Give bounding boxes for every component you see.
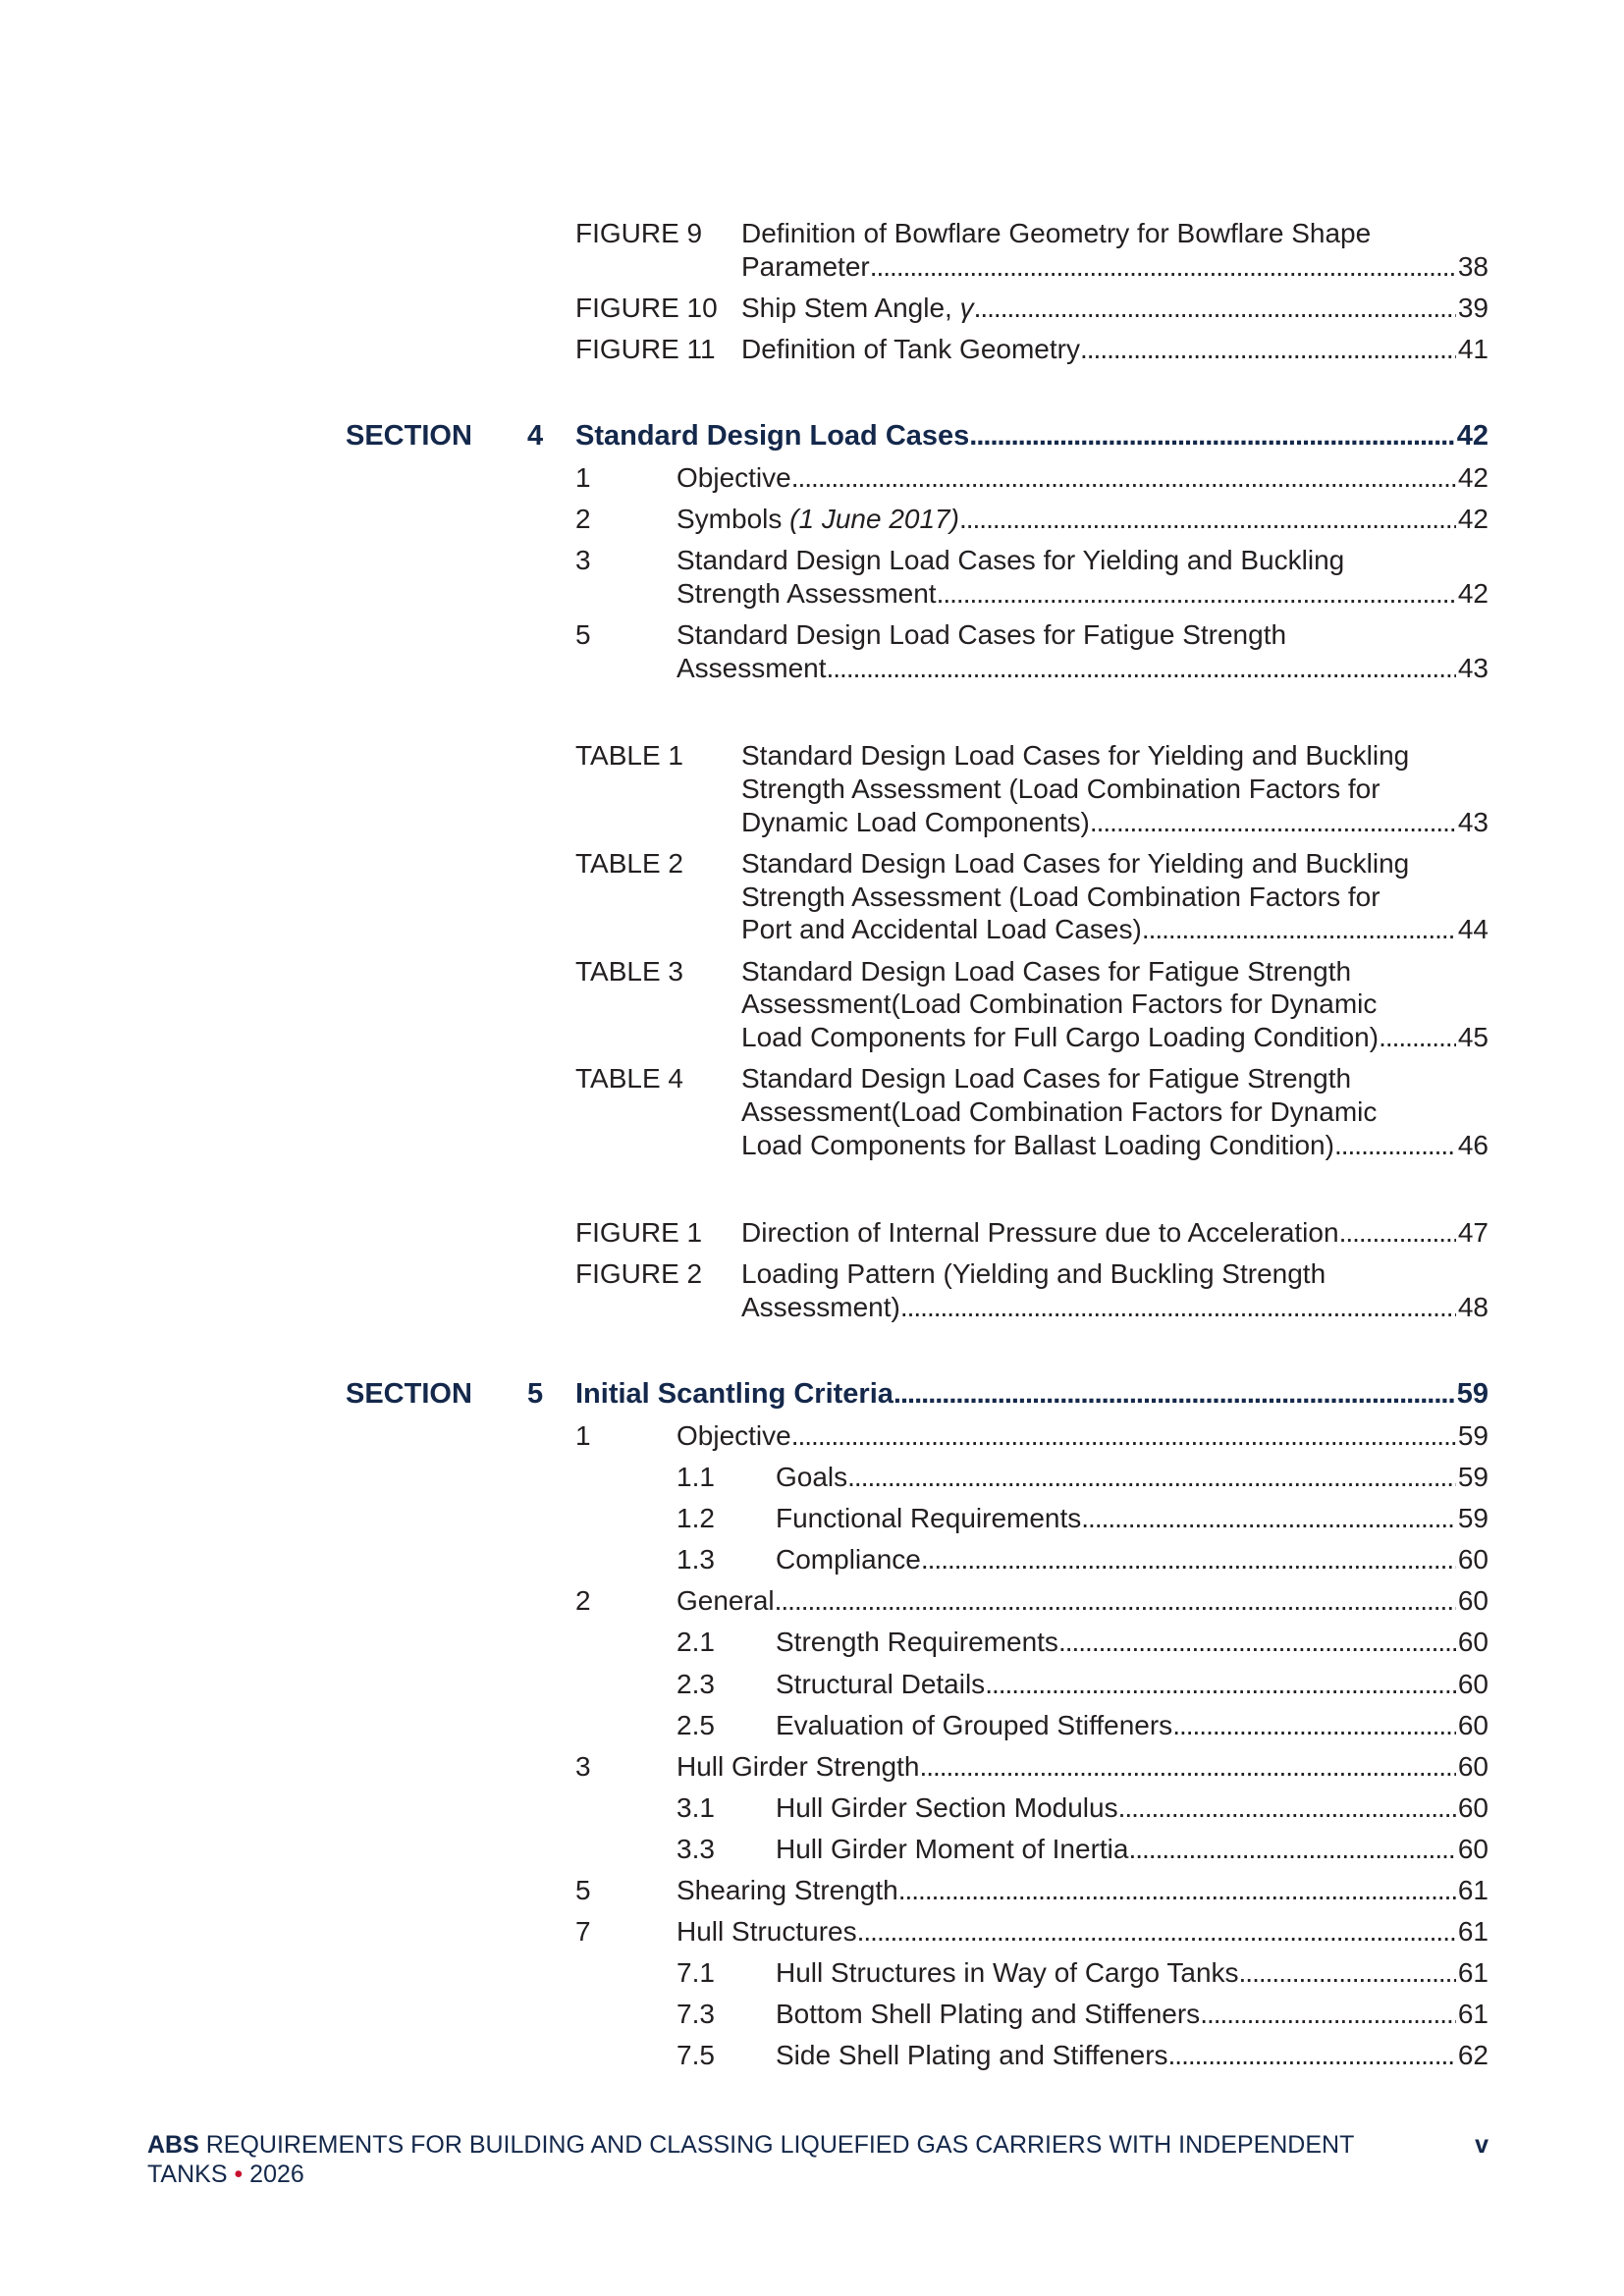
section-number: 4 xyxy=(527,420,544,453)
entry-title: Hull Structures in Way of Cargo Tanks xyxy=(776,1957,1239,1989)
page-number: 60 xyxy=(1457,1585,1489,1617)
entry-title: Objective xyxy=(677,1419,791,1451)
entry-number: 7.1 xyxy=(677,1957,715,1989)
page-number: 43 xyxy=(1457,806,1489,837)
entry-label: FIGURE 9 xyxy=(575,218,703,248)
toc-entry-s5-1[interactable] xyxy=(0,1419,1489,1453)
footer-page-number: v xyxy=(1475,2131,1489,2159)
toc-entry-s5-2-1[interactable] xyxy=(0,1626,1489,1659)
entry-number: 1.2 xyxy=(677,1503,715,1534)
page-number: 45 xyxy=(1457,1022,1489,1053)
page-number: 42 xyxy=(1457,462,1489,494)
page-number: 60 xyxy=(1457,1627,1489,1658)
entry-number: 2.5 xyxy=(677,1709,715,1740)
page-number: 59 xyxy=(1456,1377,1489,1410)
entry-title: Direction of Internal Pressure due to Acceleration xyxy=(741,1216,1339,1248)
entry-number: 5 xyxy=(575,1875,591,1905)
dot-leader xyxy=(1058,1626,1456,1659)
entry-number: 3.1 xyxy=(677,1791,715,1823)
page-number: 60 xyxy=(1457,1791,1489,1823)
entry-label: FIGURE 2 xyxy=(575,1257,703,1289)
section-number: 5 xyxy=(527,1377,544,1410)
dot-leader xyxy=(791,1419,1456,1453)
entry-title xyxy=(677,503,959,536)
page-number: 61 xyxy=(1457,1957,1489,1989)
section-title: Initial Scantling Criteria xyxy=(575,1377,893,1410)
toc-entry-s4-1[interactable] xyxy=(0,461,1489,495)
toc-entry-table-1[interactable] xyxy=(0,739,1489,838)
entry-title-line: Assessment xyxy=(677,653,827,684)
entry-title-line: Parameter xyxy=(741,250,870,282)
entry-title-text: Ship Stem Angle, xyxy=(741,292,960,323)
entry-label: FIGURE 11 xyxy=(575,333,716,364)
dot-leader xyxy=(870,250,1456,284)
entry-label: TABLE 2 xyxy=(575,847,683,879)
dot-leader xyxy=(1200,1998,1456,2031)
dot-leader xyxy=(857,1915,1456,1949)
entry-title-italic: γ xyxy=(959,292,974,323)
dot-leader xyxy=(959,503,1456,536)
entry-title-line: Standard Design Load Cases for Yielding and Buckling xyxy=(741,740,1410,772)
dot-leader xyxy=(898,1874,1456,1907)
entry-title: Functional Requirements xyxy=(776,1503,1082,1534)
toc-entry-figure-1[interactable] xyxy=(0,1216,1489,1250)
section-label: SECTION xyxy=(346,420,472,453)
toc-entry-figure-11[interactable] xyxy=(0,333,1489,366)
dot-leader xyxy=(1172,1709,1456,1742)
entry-number: 3.3 xyxy=(677,1833,715,1864)
entry-number: 2.1 xyxy=(677,1627,715,1658)
section-title: Standard Design Load Cases xyxy=(575,420,970,453)
entry-title-line: Load Components for Full Cargo Loading Condition) xyxy=(741,1022,1380,1053)
entry-title: Definition of Tank Geometry xyxy=(741,333,1080,364)
entry-title: General xyxy=(677,1585,775,1617)
page-number: 42 xyxy=(1457,578,1489,610)
toc-entry-s5-2-5[interactable] xyxy=(0,1709,1489,1742)
entry-number: 7.5 xyxy=(677,2040,715,2071)
toc-entry-s5-7-1[interactable] xyxy=(0,1956,1489,1990)
entry-label: FIGURE 10 xyxy=(575,292,718,323)
entry-number: 1 xyxy=(575,1419,591,1451)
page-number: 39 xyxy=(1457,292,1489,323)
entry-title-line: Standard Design Load Cases for Fatigue Strength xyxy=(741,955,1352,987)
entry-title: Bottom Shell Plating and Stiffeners xyxy=(776,1999,1201,2030)
footer-document-title: REQUIREMENTS FOR BUILDING AND CLASSING LIQUEFIED GAS CARRIERS WITH INDEPENDENT TANKS xyxy=(147,2131,1354,2188)
dot-leader xyxy=(900,1291,1456,1324)
entry-number: 7.3 xyxy=(677,1999,715,2030)
entry-title-line: Strength Assessment xyxy=(677,578,937,610)
page-footer xyxy=(147,2130,1394,2189)
footer-brand: ABS xyxy=(147,2131,199,2159)
toc-entry-s5-1-2[interactable] xyxy=(0,1502,1489,1535)
dot-leader xyxy=(1339,1216,1456,1250)
entry-number: 1 xyxy=(575,462,591,494)
entry-title-line: Definition of Bowflare Geometry for Bowflare Shape xyxy=(741,218,1372,248)
entry-title-line: Dynamic Load Components) xyxy=(741,806,1090,837)
dot-leader xyxy=(1118,1791,1456,1825)
entry-title xyxy=(741,292,974,325)
entry-title: Structural Details xyxy=(776,1668,986,1699)
page-number: 60 xyxy=(1457,1750,1489,1782)
dot-leader xyxy=(1142,913,1456,946)
toc-entry-table-2[interactable] xyxy=(0,847,1489,946)
dot-leader xyxy=(1081,1502,1456,1535)
dot-leader xyxy=(974,292,1456,325)
entry-label: TABLE 1 xyxy=(575,740,683,772)
entry-number: 1.3 xyxy=(677,1544,715,1575)
dot-leader xyxy=(893,1378,1455,1412)
dot-leader xyxy=(969,420,1454,454)
entry-number: 1.1 xyxy=(677,1462,715,1493)
entry-title: Hull Girder Strength xyxy=(677,1750,920,1782)
page-number: 60 xyxy=(1457,1544,1489,1575)
toc-entry-s5-2-3[interactable] xyxy=(0,1668,1489,1701)
page-number: 61 xyxy=(1457,1916,1489,1948)
entry-title-line: Port and Accidental Load Cases) xyxy=(741,914,1142,945)
page-number: 44 xyxy=(1457,914,1489,945)
toc-entry-s5-2[interactable] xyxy=(0,1584,1489,1618)
toc-entry-s5-3-1[interactable] xyxy=(0,1791,1489,1825)
toc-entry-s5-3[interactable] xyxy=(0,1750,1489,1784)
entry-title: Strength Requirements xyxy=(776,1627,1058,1658)
entry-title-line: Assessment) xyxy=(741,1291,900,1322)
toc-entry-s4-3[interactable] xyxy=(0,544,1489,611)
toc-entry-figure-9[interactable] xyxy=(0,217,1489,284)
footer-separator: • xyxy=(234,2161,244,2188)
toc-entry-s5-7[interactable] xyxy=(0,1915,1489,1949)
entry-title-line: Strength Assessment (Load Combination Factors for xyxy=(741,881,1380,912)
dot-leader xyxy=(937,577,1456,611)
toc-entry-s5-3-3[interactable] xyxy=(0,1833,1489,1866)
dot-leader xyxy=(1128,1833,1455,1866)
entry-number: 7 xyxy=(575,1916,591,1948)
toc-entry-s5-7-3[interactable] xyxy=(0,1998,1489,2031)
entry-title: Objective xyxy=(677,462,791,494)
entry-label: TABLE 3 xyxy=(575,955,683,987)
dot-leader xyxy=(1334,1129,1456,1162)
page-number: 60 xyxy=(1457,1668,1489,1699)
entry-title-line: Strength Assessment (Load Combination Factors for xyxy=(741,773,1380,804)
dot-leader xyxy=(1090,806,1456,839)
toc-entry-s5-5[interactable] xyxy=(0,1874,1489,1907)
entry-number: 3 xyxy=(575,1750,591,1782)
dot-leader xyxy=(775,1584,1456,1618)
toc-entry-table-3[interactable] xyxy=(0,955,1489,1054)
entry-title-line: Standard Design Load Cases for Fatigue Strength xyxy=(741,1063,1352,1095)
entry-number: 2 xyxy=(575,1585,591,1617)
entry-title: Shearing Strength xyxy=(677,1875,898,1905)
entry-number: 3 xyxy=(575,545,591,576)
entry-title: Hull Girder Section Modulus xyxy=(776,1791,1118,1823)
entry-title: Hull Structures xyxy=(677,1916,857,1948)
dot-leader xyxy=(1239,1956,1456,1990)
entry-title-line: Load Components for Ballast Loading Condition) xyxy=(741,1129,1334,1160)
dot-leader xyxy=(847,1461,1456,1494)
toc-entry-s4-2[interactable] xyxy=(0,503,1489,536)
entry-title: Goals xyxy=(776,1462,848,1493)
entry-title-line: Assessment(Load Combination Factors for Dynamic xyxy=(741,988,1378,1020)
page-number: 42 xyxy=(1456,420,1489,453)
page-number: 60 xyxy=(1457,1709,1489,1740)
toc-entry-figure-10[interactable] xyxy=(0,292,1489,325)
entry-title-line: Assessment(Load Combination Factors for Dynamic xyxy=(741,1096,1378,1127)
toc-entry-figure-2[interactable] xyxy=(0,1257,1489,1324)
page-number: 38 xyxy=(1457,250,1489,282)
dot-leader xyxy=(985,1668,1456,1701)
entry-title-text: Symbols xyxy=(677,504,790,535)
table-of-contents xyxy=(0,217,1489,2072)
page-number: 59 xyxy=(1457,1503,1489,1534)
dot-leader xyxy=(791,461,1456,495)
entry-label: FIGURE 1 xyxy=(575,1216,703,1248)
page-number: 46 xyxy=(1457,1129,1489,1160)
page-number: 59 xyxy=(1457,1419,1489,1451)
toc-section-4-heading[interactable] xyxy=(0,420,1489,454)
page-number: 61 xyxy=(1457,1999,1489,2030)
page-number: 62 xyxy=(1457,2040,1489,2071)
dot-leader xyxy=(1379,1021,1456,1054)
dot-leader xyxy=(827,652,1456,685)
page-number: 48 xyxy=(1457,1291,1489,1322)
dot-leader xyxy=(1080,333,1456,366)
entry-title: Compliance xyxy=(776,1544,921,1575)
entry-number: 5 xyxy=(575,619,591,651)
toc-entry-s5-7-5[interactable] xyxy=(0,2039,1489,2072)
entry-title-line: Standard Design Load Cases for Fatigue Strength xyxy=(677,619,1287,651)
footer-year: 2026 xyxy=(249,2161,304,2188)
entry-title-line: Standard Design Load Cases for Yielding and Buckling xyxy=(677,545,1345,576)
entry-title-line: Loading Pattern (Yielding and Buckling Strength xyxy=(741,1257,1326,1289)
entry-title: Hull Girder Moment of Inertia xyxy=(776,1833,1129,1864)
page-number: 42 xyxy=(1457,504,1489,535)
page-number: 60 xyxy=(1457,1833,1489,1864)
dot-leader xyxy=(921,1543,1456,1576)
page-number: 47 xyxy=(1457,1216,1489,1248)
section-label: SECTION xyxy=(346,1377,472,1410)
entry-title-line: Standard Design Load Cases for Yielding and Buckling xyxy=(741,847,1410,879)
page-number: 41 xyxy=(1457,333,1489,364)
toc-entry-s4-5[interactable] xyxy=(0,618,1489,685)
entry-title: Evaluation of Grouped Stiffeners xyxy=(776,1709,1173,1740)
entry-label: TABLE 4 xyxy=(575,1063,683,1095)
toc-entry-table-4[interactable] xyxy=(0,1062,1489,1161)
entry-number: 2 xyxy=(575,504,591,535)
page-number: 59 xyxy=(1457,1462,1489,1493)
toc-section-5-heading[interactable] xyxy=(0,1378,1489,1412)
dot-leader xyxy=(919,1750,1455,1784)
entry-title-italic: (1 June 2017) xyxy=(789,504,959,535)
dot-leader xyxy=(1168,2039,1456,2072)
entry-title: Side Shell Plating and Stiffeners xyxy=(776,2040,1168,2071)
toc-entry-s5-1-3[interactable] xyxy=(0,1543,1489,1576)
toc-entry-s5-1-1[interactable] xyxy=(0,1461,1489,1494)
entry-number: 2.3 xyxy=(677,1668,715,1699)
page-number: 61 xyxy=(1457,1875,1489,1905)
page-number: 43 xyxy=(1457,653,1489,684)
